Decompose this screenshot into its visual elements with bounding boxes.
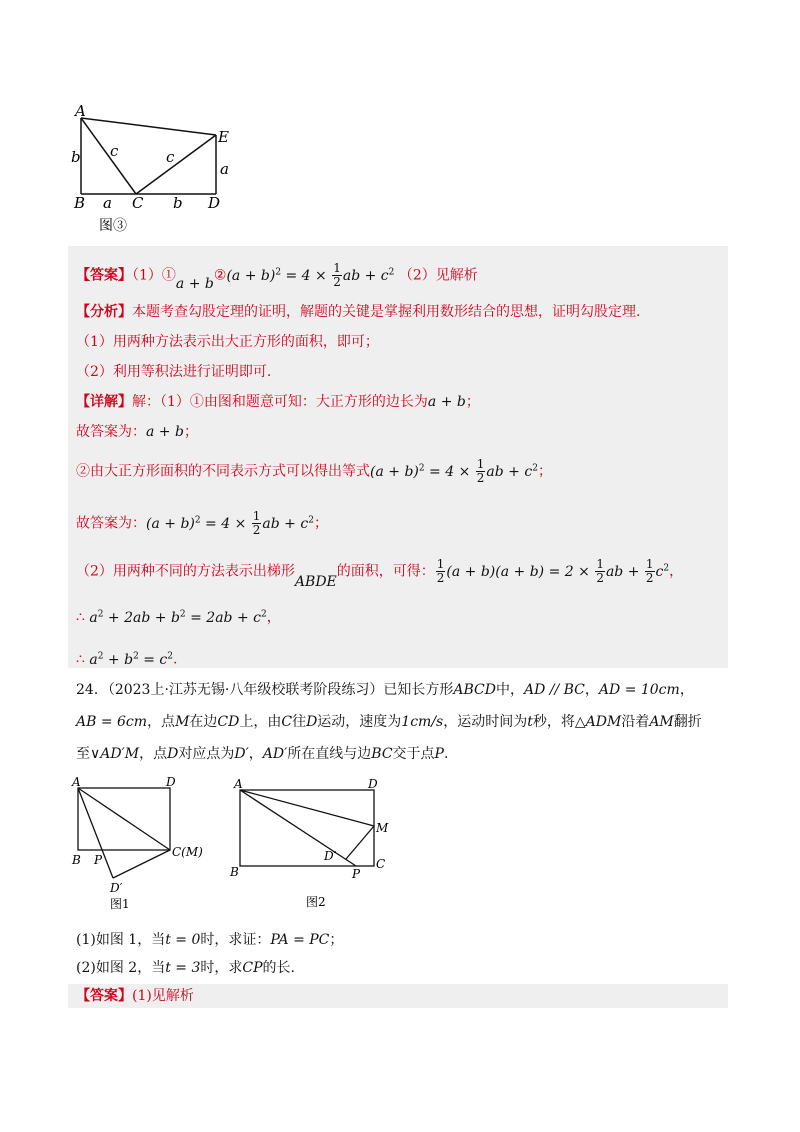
- detail-line-4: [76, 510, 328, 537]
- q24-l2h: 沿着: [621, 714, 650, 730]
- detail-3-end: ；: [537, 463, 552, 480]
- detail-4-text: 故答案为：: [76, 515, 146, 532]
- detail-6-end: ，: [266, 609, 281, 626]
- fig2-label-m: M: [376, 821, 389, 835]
- q24-part2-cond: t = 3: [165, 960, 201, 976]
- answer-text-2: ②: [213, 267, 227, 284]
- q24-l2b: 在边: [189, 714, 218, 730]
- detail-5-text: （2）用两种不同的方法表示出梯形: [76, 563, 295, 580]
- q24-triangle-adm: △ADM: [574, 714, 622, 730]
- q24-point-d-2: D: [167, 746, 179, 762]
- q24-part-1: [76, 930, 343, 950]
- detail-tag: 【详解】: [76, 394, 132, 410]
- q24-sep2: ，: [679, 682, 694, 698]
- q24-l2f: ，运动时间为: [443, 714, 528, 730]
- fig3-side-b-bottom: b: [173, 194, 183, 212]
- q24-part2-c: 的长.: [262, 960, 295, 976]
- fig1-label-b: B: [72, 853, 81, 867]
- detail-7-math: $a^2 + b^2 = c^2$: [89, 651, 174, 668]
- q24-t-var: t: [527, 714, 533, 730]
- answer-text-1: （1）①: [132, 267, 176, 284]
- q24-l2e: 运动，速度为: [317, 714, 402, 730]
- q24-side-cd: CD: [217, 714, 240, 730]
- q24-l3g: .: [443, 746, 449, 762]
- fig3-side-c-ac: c: [110, 142, 119, 160]
- q24-answer-tag: 【答案】: [76, 988, 132, 1004]
- detail-1-math: a + b: [427, 394, 466, 410]
- q24-part1-b: 时，求证：: [200, 932, 271, 948]
- detail-2-text: 故答案为：: [76, 424, 146, 440]
- q24-line-2: [76, 712, 702, 732]
- fig3-label-e-point: E: [218, 128, 229, 146]
- q24-cond3: AB = 6cm: [76, 714, 148, 730]
- detail-5-trapezoid: ABDE: [294, 573, 337, 590]
- fig3-label-b-point: B: [74, 194, 86, 212]
- answer-tag: 【答案】: [76, 267, 132, 284]
- fig2-label-a: A: [234, 777, 243, 791]
- q24-point-c: C: [281, 714, 293, 730]
- answer-text-3: （2）见解析: [398, 267, 478, 284]
- detail-line-2: [76, 422, 198, 442]
- q24-speed: 1cm/s: [401, 714, 444, 730]
- q24-side-bc: BC: [371, 746, 393, 762]
- q24-point-m: M: [175, 714, 190, 730]
- answer-math-1: a + b: [175, 275, 214, 292]
- fig1-label-a: A: [72, 775, 81, 789]
- fig1-label-p: P: [94, 853, 103, 867]
- detail-6-math: $a^2 + 2ab + b^2 = 2ab + c^2$: [89, 609, 267, 626]
- q24-part1-c: ；: [329, 932, 344, 948]
- q24-l2d: 往: [292, 714, 307, 730]
- fig1-caption: 图1: [110, 897, 130, 911]
- fig1-label-d: D: [166, 775, 176, 789]
- analysis-line-2: （2）利用等积法进行证明即可.: [76, 364, 272, 380]
- detail-1-end: ；: [465, 394, 480, 410]
- fig3-side-a-right: a: [220, 160, 229, 178]
- detail-3-math: $(a + b)^2 = 4$ × $\frac{1}{2}$ ab + $c^2$: [370, 457, 538, 486]
- q24-l3c: 对应点为: [178, 746, 235, 762]
- q24-point-dprime: D′: [234, 746, 249, 762]
- detail-line-7: [76, 646, 177, 670]
- q24-part2-b: 时，求: [200, 960, 243, 976]
- q24-triangle-adpm: ∨AD′M: [90, 746, 140, 762]
- therefore-symbol-2: ∴: [76, 651, 85, 668]
- q24-sep1: ，: [584, 682, 599, 698]
- fig3-side-b-left: b: [71, 148, 81, 166]
- analysis-line-1: （1）用两种方法表示出大正方形的面积，即可；: [76, 334, 379, 350]
- q24-point-d: D: [306, 714, 318, 730]
- analysis-tag: 【分析】: [76, 304, 132, 320]
- q24-side-am: AM: [649, 714, 674, 730]
- q24-line-3: [76, 744, 448, 764]
- therefore-symbol-1: ∴: [76, 609, 85, 626]
- detail-2-end: ；: [183, 424, 198, 440]
- q24-mid1: 中，: [495, 682, 524, 698]
- q24-side-adprime: AD′: [262, 746, 288, 762]
- q24-part1-a: (1)如图 1，当: [76, 932, 166, 948]
- q24-number: 24．: [76, 682, 108, 698]
- detail-7-end: .: [173, 651, 178, 668]
- q24-line-1: [76, 680, 694, 700]
- q24-point-p: P: [434, 746, 444, 762]
- detail-1-text: 解：（1）①由图和题意可知：大正方形的边长为: [132, 394, 428, 410]
- q24-cond1: AD // BC: [523, 682, 585, 698]
- q24-l3e: 所在直线与边: [287, 746, 372, 762]
- fig3-label-d-point: D: [208, 194, 221, 212]
- q24-answer-line: [76, 986, 194, 1006]
- q24-l2g: 秒，将: [532, 714, 575, 730]
- detail-line-1: [76, 392, 480, 412]
- q24-l3a: 至: [76, 746, 90, 762]
- q24-figure-1: [66, 772, 216, 914]
- q24-answer-text: (1)见解析: [132, 988, 194, 1004]
- fig2-label-p: P: [352, 867, 361, 881]
- detail-5-math: $\frac{1}{2}$ (a + b)(a + b) = 2 × $\frac{1}{2}$ ab + $\frac{1}{2}$ $c^2$: [436, 557, 670, 586]
- fig2-label-c: C: [376, 857, 386, 871]
- fig1-label-dprime: D′: [110, 881, 123, 895]
- detail-line-3: [76, 458, 552, 485]
- answer-line: [76, 261, 478, 292]
- fig3-caption: 图③: [99, 218, 127, 234]
- answer-math-2: $(a + b)^2 = 4$ × $\frac{1}{2}$ ab + $c^2$: [226, 261, 395, 290]
- fig2-label-dprime: D′: [324, 849, 337, 863]
- q24-figure-2: [226, 776, 396, 912]
- q24-l2c: 上，由: [239, 714, 282, 730]
- q24-l2a: ，点: [147, 714, 176, 730]
- q24-cond2: AD = 10cm: [598, 682, 680, 698]
- q24-l3f: 交于点: [392, 746, 435, 762]
- q24-part2-a: (2)如图 2，当: [76, 960, 166, 976]
- analysis-text: 本题考查勾股定理的证明，解题的关键是掌握利用数形结合的思想，证明勾股定理.: [132, 304, 641, 320]
- q24-part1-cond: t = 0: [165, 932, 201, 948]
- figure-3: [66, 100, 246, 240]
- fig1-label-cm: C(M): [172, 845, 203, 859]
- detail-line-5: [76, 557, 684, 590]
- detail-5-end: ，: [669, 563, 684, 580]
- fig2-label-d: D: [368, 777, 378, 791]
- fig3-side-a-bottom: a: [103, 194, 112, 212]
- q24-l2i: 翻折: [673, 714, 702, 730]
- q24-l3d: ，: [248, 746, 263, 762]
- detail-line-6: [76, 604, 281, 628]
- detail-3-text: ②由大正方形面积的不同表示方式可以得出等式: [76, 463, 370, 480]
- q24-source: （2023上·江苏无锡·八年级校联考阶段练习）已知长方形: [107, 682, 454, 698]
- fig2-label-b: B: [230, 865, 239, 879]
- fig3-label-c-point: C: [132, 194, 144, 212]
- q24-part2-goal: CP: [242, 960, 263, 976]
- q24-rect: ABCD: [453, 682, 496, 698]
- detail-5-mid: 的面积，可得：: [336, 563, 435, 580]
- fig3-label-a-point: A: [75, 102, 86, 120]
- q24-l3b: ，点: [139, 746, 168, 762]
- fig2-caption: 图2: [306, 895, 326, 909]
- detail-4-math: $(a + b)^2 = 4$ × $\frac{1}{2}$ ab + $c^2$: [146, 509, 314, 538]
- q24-part-2: [76, 958, 295, 978]
- detail-2-math: a + b: [146, 424, 184, 440]
- analysis-line: [76, 302, 640, 322]
- fig3-side-c-ce: c: [166, 148, 175, 166]
- detail-4-end: ；: [313, 515, 328, 532]
- q24-part1-goal: PA = PC: [270, 932, 330, 948]
